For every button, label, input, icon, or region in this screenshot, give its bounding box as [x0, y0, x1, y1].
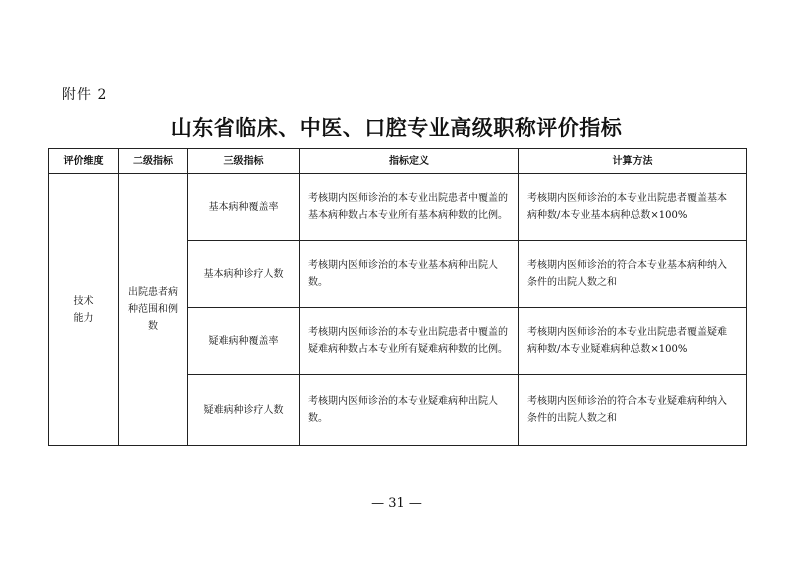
header-tertiary: 三级指标 — [188, 149, 300, 174]
tertiary-indicator: 基本病种覆盖率 — [188, 174, 300, 241]
table-header-row — [49, 149, 747, 174]
secondary-line: 种范围和例 — [128, 304, 178, 315]
header-dimension: 评价维度 — [49, 149, 119, 174]
dimension-line: 技术 — [73, 295, 94, 307]
calculation-method: 考核期内医师诊治的本专业出院患者覆盖基本病种数/本专业基本病种总数×100% — [519, 174, 747, 241]
calculation-method: 考核期内医师诊治的符合本专业疑难病种纳入条件的出院人数之和 — [519, 375, 747, 446]
indicator-definition: 考核期内医师诊治的本专业出院患者中覆盖的疑难病种数占本专业所有疑难病种数的比例。 — [300, 308, 519, 375]
secondary-line: 数 — [148, 321, 158, 332]
dimension-cell — [49, 174, 119, 446]
header-method: 计算方法 — [519, 149, 747, 174]
calculation-method: 考核期内医师诊治的本专业出院患者覆盖疑难病种数/本专业疑难病种总数×100% — [519, 308, 747, 375]
table-row — [49, 174, 747, 241]
indicator-definition: 考核期内医师诊治的本专业疑难病种出院人数。 — [300, 375, 519, 446]
document-title: 山东省临床、中医、口腔专业高级职称评价指标 — [170, 115, 623, 140]
indicator-definition: 考核期内医师诊治的本专业基本病种出院人数。 — [300, 241, 519, 308]
secondary-indicator-cell — [119, 174, 188, 446]
dimension-line: 能力 — [73, 312, 94, 324]
indicator-definition: 考核期内医师诊治的本专业出院患者中覆盖的基本病种数占本专业所有基本病种数的比例。 — [300, 174, 519, 241]
indicator-table — [48, 148, 747, 446]
secondary-line: 出院患者病 — [128, 287, 178, 298]
calculation-method: 考核期内医师诊治的符合本专业基本病种纳入条件的出院人数之和 — [519, 241, 747, 308]
tertiary-indicator: 疑难病种覆盖率 — [188, 308, 300, 375]
page-number: — 31 — — [371, 496, 422, 511]
attachment-label: 附件 2 — [62, 87, 108, 103]
tertiary-indicator: 疑难病种诊疗人数 — [188, 375, 300, 446]
header-secondary: 二级指标 — [119, 149, 188, 174]
tertiary-indicator: 基本病种诊疗人数 — [188, 241, 300, 308]
header-definition: 指标定义 — [300, 149, 519, 174]
